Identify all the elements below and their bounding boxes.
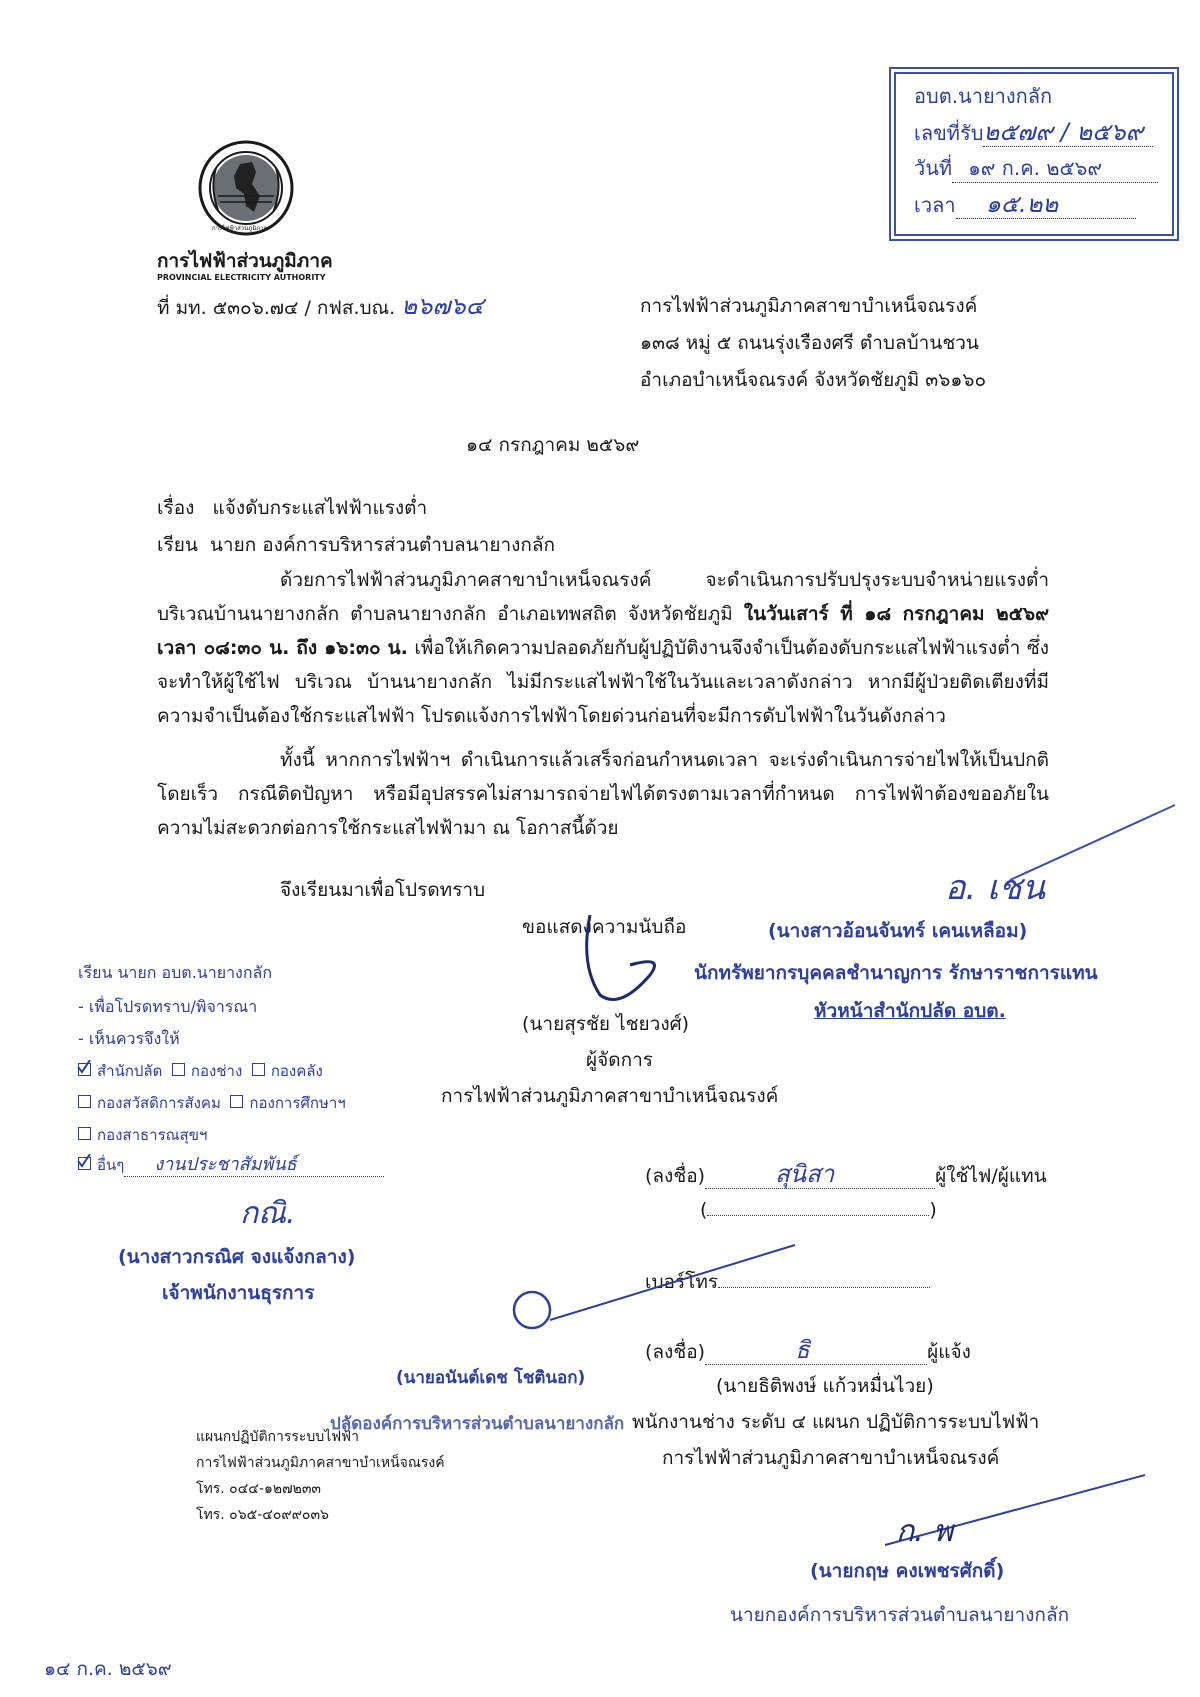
routing-option-2: - เห็นควรจึงให้ bbox=[78, 1029, 180, 1048]
checkbox-checked[interactable] bbox=[78, 1157, 91, 1170]
routing-dept-6: กองสาธารณสุขฯ bbox=[97, 1126, 208, 1144]
footer-org: การไฟฟ้าส่วนภูมิภาคสาขาบำเหน็จณรงค์ bbox=[196, 1455, 445, 1471]
bottom-date: ๑๔ ก.ค. ๒๕๖๙ bbox=[44, 1658, 172, 1680]
deputy-name: (นายอนันต์เดช โชตินอก) bbox=[396, 1368, 586, 1388]
routing-dept-3: กองคลัง bbox=[270, 1062, 323, 1080]
notifier-sign-role: ผู้แจ้ง bbox=[927, 1341, 971, 1363]
stamp-date-value: ๑๙ ก.ค. ๒๕๖๙ bbox=[952, 154, 1158, 183]
routing-dept-5: กองการศึกษาฯ bbox=[249, 1094, 346, 1112]
body-p1-b: เพื่อให้เกิดความปลอดภัยกับผู้ปฏิบัติงานจึงจำเป็นต้องดับกระแสไฟฟ้าแรงต่ำ ซึ่งจะทำให้ผู้ใช้ไฟ บริเวณ บ้านนายางกลัก ไม่มีกระแสไฟฟ้าใช้ในวันและเวลาดังกล่าว หากมีผู้ป่วยติดเตียงที่มีความจำเป็นต้องใช้กระแสไฟฟ้า โปรดแจ้งการไฟฟ้าโดยด่วนก่อนที่จะมีการดับไฟฟ้าในวันดังกล่าว bbox=[157, 637, 1049, 727]
stamp-date-row bbox=[914, 154, 1158, 183]
address-line-2: ๑๓๘ หมู่ ๕ ถนนรุ่งเรืองศรี ตำบลบ้านชวน bbox=[640, 332, 979, 354]
checkbox[interactable] bbox=[78, 1127, 91, 1140]
stamp-recv-label: เลขที่รับ bbox=[914, 121, 984, 145]
regards-line: ขอแสดงความนับถือ bbox=[522, 916, 687, 938]
routing-row-1 bbox=[78, 1060, 323, 1082]
checkbox[interactable] bbox=[78, 1095, 91, 1108]
notifier-org: การไฟฟ้าส่วนภูมิภาคสาขาบำเหน็จณรงค์ bbox=[662, 1447, 1000, 1469]
reference-number: ๒๖๗๖๔ bbox=[401, 292, 484, 320]
checkbox[interactable] bbox=[252, 1063, 265, 1076]
received-stamp bbox=[894, 72, 1174, 236]
address-line-3: อำเภอบำเหน็จณรงค์ จังหวัดชัยภูมิ ๓๖๑๖๐ bbox=[640, 369, 987, 391]
user-sign-label: (ลงชื่อ) bbox=[645, 1165, 706, 1187]
body-paragraph-1 bbox=[157, 563, 1049, 733]
routing-row-2 bbox=[78, 1092, 346, 1114]
logo-caption: การไฟฟ้าส่วนภูมิภาค bbox=[212, 225, 268, 232]
paren-close: ) bbox=[929, 1199, 937, 1221]
manager-title: ผู้จัดการ bbox=[586, 1049, 653, 1071]
paren-open: ( bbox=[700, 1199, 708, 1221]
address-line-1: การไฟฟ้าส่วนภูมิภาคสาขาบำเหน็จณรงค์ bbox=[640, 295, 978, 317]
check-icon bbox=[77, 1060, 91, 1074]
routing-initial: กณิ. bbox=[240, 1196, 296, 1231]
reference-line bbox=[157, 292, 484, 322]
routing-dept-4: กองสวัสดิการสังคม bbox=[97, 1094, 221, 1112]
mayor-initial: ก. พ bbox=[896, 1514, 954, 1549]
notifier-title: พนักงานช่าง ระดับ ๔ แผนก ปฏิบัติการระบบไฟฟ้า bbox=[632, 1411, 1040, 1433]
user-name-line bbox=[700, 1196, 937, 1224]
subject-text: แจ้งดับกระแสไฟฟ้าแรงต่ำ bbox=[212, 497, 428, 519]
deputy-signature-icon bbox=[510, 1240, 800, 1350]
notifier-signature: ธิ bbox=[705, 1336, 927, 1365]
stamp-date-label: วันที่ bbox=[914, 156, 953, 180]
manager-name: (นายสุรชัย ไชยวงศ์) bbox=[522, 1013, 690, 1035]
routing-row-other bbox=[78, 1154, 384, 1177]
pea-logo-icon bbox=[196, 138, 296, 238]
footer-dept: แผนกปฏิบัติการระบบไฟฟ้า bbox=[196, 1429, 359, 1445]
mayor-title: นายกองค์การบริหารส่วนตำบลนายางกลัก bbox=[730, 1604, 1070, 1626]
user-sign-role: ผู้ใช้ไฟ/ผู้แทน bbox=[935, 1165, 1047, 1187]
recipient-line bbox=[157, 531, 555, 559]
routing-recipient: เรียน นายก อบต.นายางกลัก bbox=[78, 963, 273, 982]
body-p1-a: ด้วยการไฟฟ้าส่วนภูมิภาคสาขาบำเหน็จณรงค์ จะดำเนินการปรับปรุงระบบจำหน่ายแรงต่ำ บริเวณบ้านนายางกลัก ตำบลนายางกลัก อำเภอเทพสถิต จังหวัดชัยภูมิ bbox=[157, 569, 1049, 625]
body-p1-bold: ในวันเสาร์ ที่ ๑๘ กรกฎาคม ๒๕๖๙ เวลา ๐๘:๓๐ น. ถึง ๑๖:๓๐ น. bbox=[157, 603, 1050, 659]
stamp-right-initial: อ. เชน bbox=[945, 868, 1045, 908]
footer-tel-1: โทร. ๐๔๔-๑๒๗๒๓๓ bbox=[196, 1481, 321, 1497]
reference-prefix: ที่ มท. ๕๓๐๖.๗๔ / กฟส.บณ. bbox=[157, 297, 396, 319]
stamp-recv-row bbox=[914, 118, 1153, 147]
letter-date: ๑๔ กรกฎาคม ๒๕๖๙ bbox=[466, 434, 640, 456]
closing-line: จึงเรียนมาเพื่อโปรดทราบ bbox=[280, 879, 486, 901]
stamp-right-title2: หัวหน้าสำนักปลัด อบต. bbox=[814, 1000, 1006, 1022]
stamp-right-name: (นางสาวอ้อนจันทร์ เคนเหลือม) bbox=[768, 920, 1028, 942]
org-name-th: การไฟฟ้าส่วนภูมิภาค bbox=[157, 250, 333, 272]
routing-row-3 bbox=[78, 1124, 207, 1146]
check-icon bbox=[77, 1154, 91, 1168]
stamp-time-label: เวลา bbox=[914, 193, 956, 217]
pea-logo bbox=[196, 138, 296, 238]
notifier-name: (นายธิติพงษ์ แก้วหมื่นไวย) bbox=[716, 1375, 934, 1397]
footer-tel-2: โทร. ๐๖๕-๔๐๙๙๐๓๖ bbox=[196, 1507, 329, 1523]
stamp-time-value: ๑๕.๒๒ bbox=[956, 190, 1136, 219]
stamp-recv-value: ๒๕๗๙ / ๒๕๖๙ bbox=[983, 118, 1153, 147]
body-paragraph-2: ทั้งนี้ หากการไฟฟ้าฯ ดำเนินการแล้วเสร็จก่อนกำหนดเวลา จะเร่งดำเนินการจ่ายไฟให้เป็นปกติโดยเร็ว กรณีติดปัญหา หรือมีอุปสรรคไม่สามารถจ่ายไฟได้ตรงตามเวลาที่กำหนด การไฟฟ้าต้องขออภัยในความไม่สะดวกต่อการใช้กระแสไฟฟ้ามา ณ โอกาสนี้ด้วย bbox=[157, 749, 1049, 839]
checkbox[interactable] bbox=[230, 1095, 243, 1108]
subject-line bbox=[157, 494, 427, 522]
stamp-org: อบต.นายางกลัก bbox=[914, 84, 1053, 108]
checkbox-checked[interactable] bbox=[78, 1063, 91, 1076]
routing-option-1: - เพื่อโปรดทราบ/พิจารณา bbox=[78, 997, 258, 1016]
routing-dept-2: กองช่าง bbox=[190, 1062, 243, 1080]
stamp-right-title: นักทรัพยากรบุคคลชำนาญการ รักษาราชการแทน bbox=[694, 962, 1098, 984]
user-sign-line bbox=[645, 1160, 1047, 1190]
recipient-text: นายก องค์การบริหารส่วนตำบลนายางกลัก bbox=[209, 534, 556, 556]
routing-title: เจ้าพนักงานธุรการ bbox=[162, 1282, 315, 1304]
stamp-time-row bbox=[914, 190, 1136, 219]
manager-signature-icon bbox=[570, 905, 690, 1015]
deputy-title: ปลัดองค์การบริหารส่วนตำบลนายางกลัก bbox=[330, 1414, 625, 1434]
phone-label: เบอร์โทร bbox=[645, 1271, 719, 1293]
user-name-field[interactable] bbox=[707, 1215, 929, 1216]
routing-dept-1: สำนักปลัด bbox=[97, 1062, 163, 1080]
manager-org: การไฟฟ้าส่วนภูมิภาคสาขาบำเหน็จณรงค์ bbox=[441, 1085, 779, 1107]
org-name-en: PROVINCIAL ELECTRICITY AUTHORITY bbox=[157, 273, 326, 282]
routing-name: (นางสาวกรณิศ จงแจ้งกลาง) bbox=[118, 1246, 356, 1268]
routing-other-value: งานประชาสัมพันธ์ bbox=[124, 1154, 384, 1177]
mayor-name: (นายกฤษ คงเพชรศักดิ์) bbox=[810, 1560, 1005, 1582]
subject-label: เรื่อง bbox=[157, 497, 195, 519]
recipient-label: เรียน bbox=[157, 534, 198, 556]
notifier-sign-label: (ลงชื่อ) bbox=[645, 1341, 706, 1363]
checkbox[interactable] bbox=[172, 1063, 185, 1076]
stamp-right-stroke-icon bbox=[1000, 800, 1180, 890]
routing-other-label: อื่นๆ bbox=[97, 1156, 125, 1174]
user-signature: สุนิสา bbox=[705, 1160, 935, 1189]
